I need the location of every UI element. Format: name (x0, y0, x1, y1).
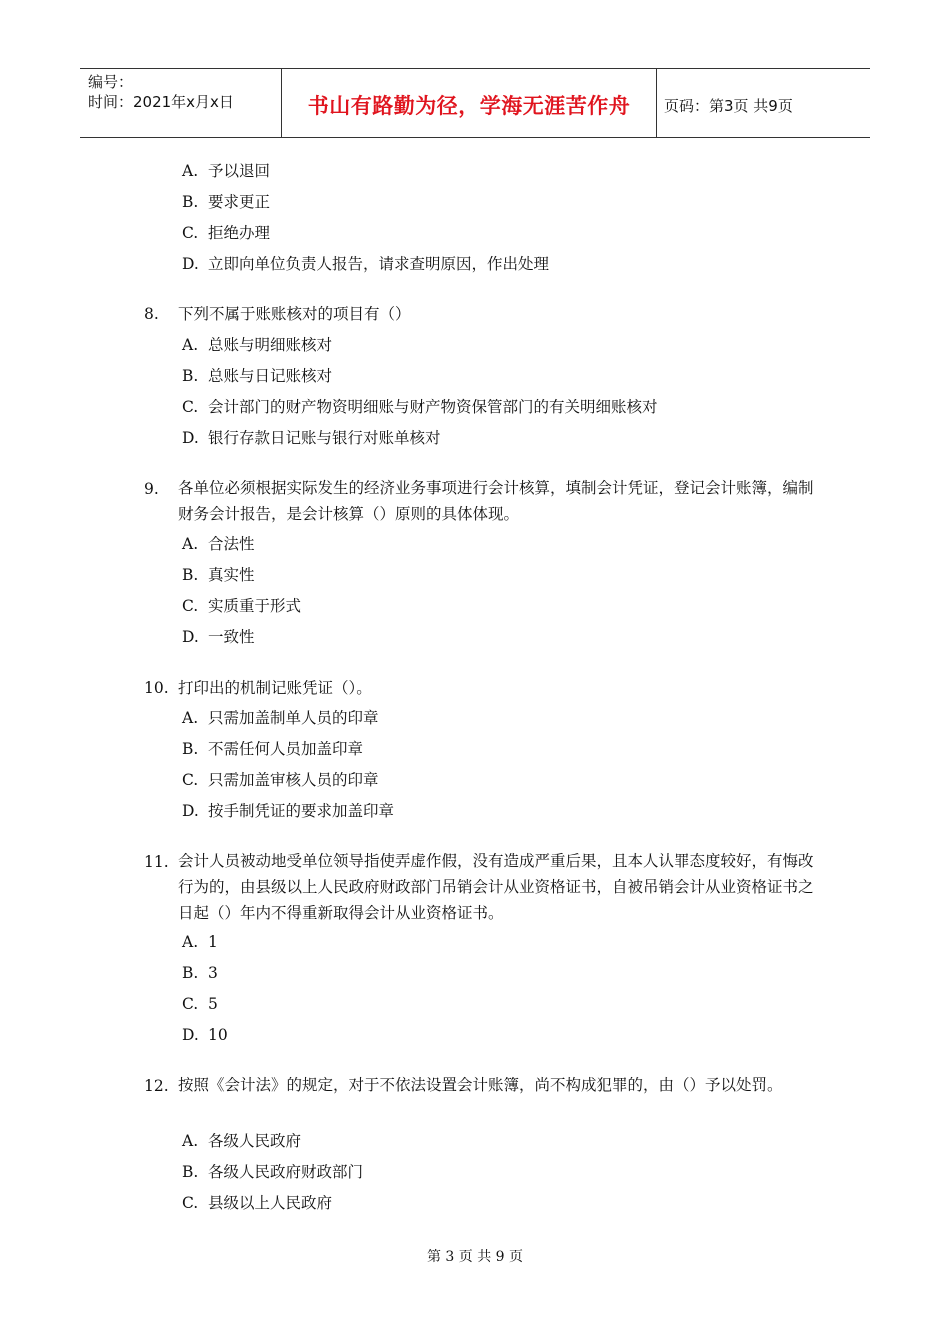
option-q11-a: A. 1 (182, 933, 218, 951)
option-q11-c: C. 5 (182, 995, 218, 1013)
option-q8-d: D. 银行存款日记账与银行对账单核对 (182, 429, 441, 447)
question-10-number: 10. (144, 679, 169, 697)
header-page-code (664, 69, 870, 137)
option-q12-a: A. 各级人民政府 (182, 1132, 302, 1150)
question-8-text: 下列不属于账账核对的项目有（） (178, 305, 411, 323)
option-q9-c: C. 实质重于形式 (182, 597, 302, 615)
option-q11-d: D. 10 (182, 1026, 228, 1044)
header-motto-cell (281, 69, 657, 137)
serial-label: 编号： (88, 73, 134, 91)
question-12-number: 12. (144, 1077, 169, 1095)
option-q7-a: A. 予以退回 (182, 162, 271, 180)
time-label: 时间：2021年x月x日 (88, 93, 234, 111)
question-8-number: 8. (144, 305, 159, 323)
option-q11-b: B. 3 (182, 964, 218, 982)
header-meta (80, 69, 280, 137)
option-q8-b: B. 总账与日记账核对 (182, 367, 333, 385)
option-q12-c: C. 县级以上人民政府 (182, 1194, 333, 1212)
option-q9-d: D. 一致性 (182, 628, 255, 646)
option-q7-b: B. 要求更正 (182, 193, 271, 211)
option-q9-b: B. 真实性 (182, 566, 255, 584)
question-11-text: 会计人员被动地受单位领导指使弄虚作假，没有造成严重后果，且本人认罪态度较好，有悔改行为的，由县级以上人民政府财政部门吊销会计从业资格证书，自被吊销会计从业资格证书之日起（）年内不得重新取得会计从业资格证书。 (178, 852, 814, 922)
page-footer (0, 1246, 950, 1266)
footer-page-number: 第 3 页 共 9 页 (426, 1249, 524, 1265)
option-q10-a: A. 只需加盖制单人员的印章 (182, 709, 379, 727)
option-q10-b: B. 不需任何人员加盖印章 (182, 740, 364, 758)
option-q12-b: B. 各级人民政府财政部门 (182, 1163, 364, 1181)
option-q8-c: C. 会计部门的财产物资明细账与财产物资保管部门的有关明细账核对 (182, 398, 658, 416)
page-code: 页码：第3页 共9页 (664, 96, 793, 115)
page-header (80, 68, 870, 138)
question-11-number: 11. (144, 853, 169, 871)
motto: 书山有路勤为径，学海无涯苦作舟 (307, 94, 631, 118)
option-q7-c: C. 拒绝办理 (182, 224, 271, 242)
option-q10-c: C. 只需加盖审核人员的印章 (182, 771, 379, 789)
option-q10-d: D. 按手制凭证的要求加盖印章 (182, 802, 395, 820)
question-10-text: 打印出的机制记账凭证（）。 (178, 679, 372, 697)
question-12-text: 按照《会计法》的规定，对于不依法设置会计账簿，尚不构成犯罪的，由（）予以处罚。 (178, 1076, 783, 1094)
question-9-text: 各单位必须根据实际发生的经济业务事项进行会计核算，填制会计凭证，登记会计账簿，编制财务会计报告，是会计核算（）原则的具体体现。 (178, 479, 814, 523)
question-9-number: 9. (144, 480, 159, 498)
option-q7-d: D. 立即向单位负责人报告，请求查明原因，作出处理 (182, 255, 550, 273)
option-q9-a: A. 合法性 (182, 535, 255, 553)
option-q8-a: A. 总账与明细账核对 (182, 336, 333, 354)
